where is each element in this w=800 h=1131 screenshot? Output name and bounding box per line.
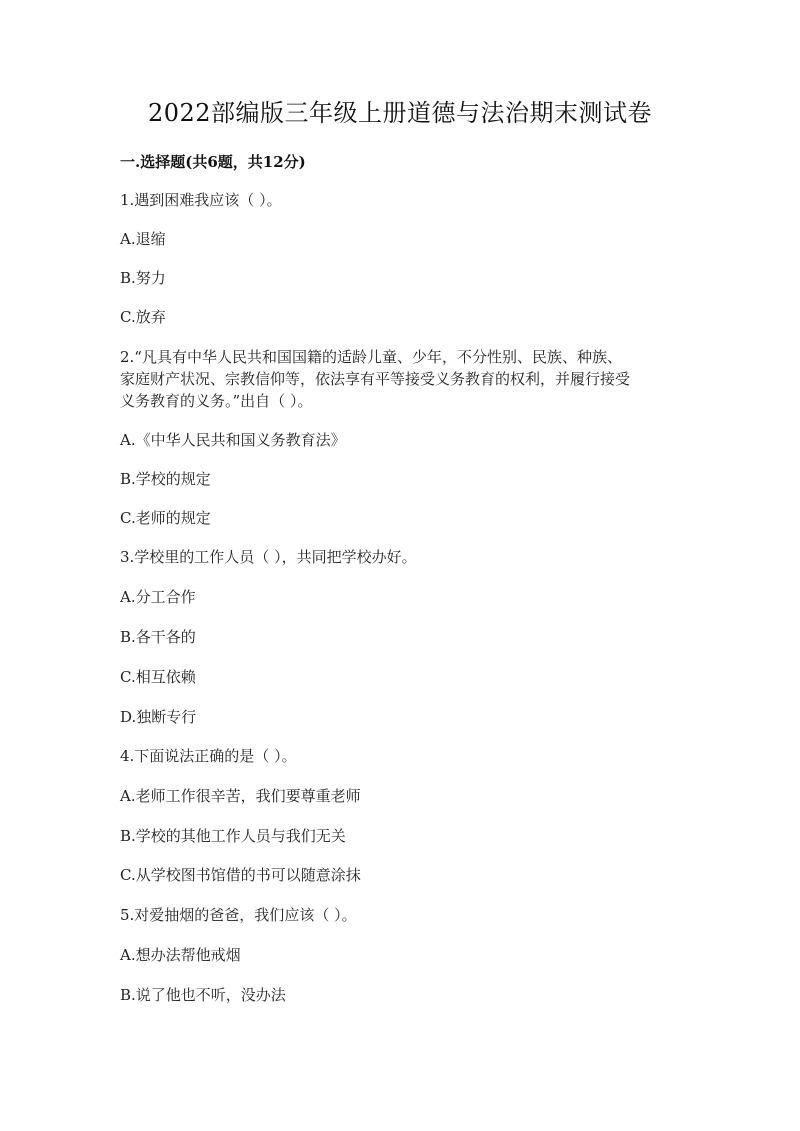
question-5-option-a: A.想办法帮他戒烟 [120,946,241,964]
question-4-option-a: A.老师工作很辛苦，我们要尊重老师 [120,787,361,805]
question-3-option-d: D.独断专行 [120,708,197,726]
question-2-option-a: A.《中华人民共和国义务教育法》 [120,431,346,449]
question-2-option-b: B.学校的规定 [120,470,211,488]
question-3-option-c: C.相互依赖 [120,668,196,686]
page-title: 2022部编版三年级上册道德与法治期末测试卷 [147,99,653,127]
question-5-stem: 5.对爱抽烟的爸爸，我们应该（ ）。 [120,906,357,924]
question-2-stem-line-3: 义务教育的义务。”出自（ ）。 [120,392,313,410]
question-1-option-c: C.放弃 [120,308,166,326]
question-2-option-c: C.老师的规定 [120,509,211,527]
question-3-option-b: B.各干各的 [120,628,196,646]
question-1-option-b: B.努力 [120,269,166,287]
question-4-option-b: B.学校的其他工作人员与我们无关 [120,827,346,845]
question-4-option-c: C.从学校图书馆借的书可以随意涂抹 [120,866,361,884]
question-4-stem: 4.下面说法正确的是（ ）。 [120,747,297,765]
question-1-stem: 1.遇到困难我应该（ ）。 [120,191,282,209]
question-2-stem-line-2: 家庭财产状况、宗教信仰等，依法享有平等接受义务教育的权利，并履行接受 [120,370,631,388]
section-heading: 一.选择题(共6题，共12分) [120,153,306,171]
question-1-option-a: A.退缩 [120,230,166,248]
question-5-option-b: B.说了他也不听，没办法 [120,986,286,1004]
question-3-stem: 3.学校里的工作人员（ ），共同把学校办好。 [120,548,417,566]
question-3-option-a: A.分工合作 [120,588,196,606]
question-2-stem-line-1: 2.“凡具有中华人民共和国国籍的适龄儿童、少年，不分性别、民族、种族、 [120,348,622,366]
